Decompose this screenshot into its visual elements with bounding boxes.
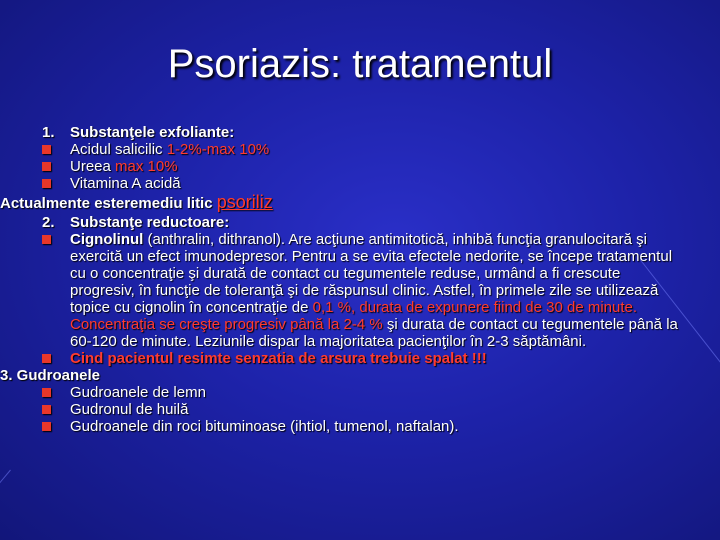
list-item	[42, 384, 682, 401]
bullet-square-icon	[42, 235, 51, 244]
paragraph-part: şi durata de contact cu tegumentele până la 60-120 de minute. Leziunile dispar la majoritatea pacienţilor în 2-3 săptămâni.	[70, 316, 678, 350]
item-highlight: max 10%	[115, 158, 178, 175]
paragraph-highlight: 0,1 %, durata de expunere fiind de 30 de minute. Concentraţia se creşte progresiv până la 2-4 %	[70, 299, 638, 333]
item-text: Acidul salicilic	[70, 141, 167, 158]
warning-item	[42, 350, 682, 367]
section-title: Substanţe reductoare:	[70, 214, 230, 231]
interlude-highlight: psoriliz	[216, 192, 273, 212]
section-title: Substanţele exfoliante:	[70, 124, 235, 141]
list-item	[42, 141, 682, 158]
slide-title: Psoriazis: tratamentul	[167, 42, 553, 86]
bullet-square-icon	[42, 179, 51, 188]
paragraph-lead: Cignolinul	[70, 231, 144, 248]
bullet-square-icon	[42, 388, 51, 397]
warning-text: Cind pacientul resimte senzatia de arsura trebuie spalat !!!	[70, 350, 487, 367]
section-number: 2.	[42, 214, 55, 231]
list-item	[42, 401, 682, 418]
interlude-line	[0, 194, 682, 212]
bullet-square-icon	[42, 145, 51, 154]
section-3-heading: 3. Gudroanele	[0, 367, 101, 384]
section-number: 1.	[42, 124, 55, 141]
section-2-heading	[42, 214, 682, 231]
bullet-square-icon	[42, 354, 51, 363]
paragraph-part: (anthralin, dithranol). Are acţiune antimitotică, inhibă funcţia granulocitară şi exercită un efect imunodepresor. Pentru a se evita efectele nedorite, se începe tratamentul cu o concentraţie şi durată de contact cu tegumentele reduse, urmând a fi crescute progresiv, în funcţie de toleranţă şi de răspunsul clinic. Astfel, în primele zile se utilizează topice cu cignolin în concentraţie de	[70, 231, 673, 316]
list-item	[42, 418, 682, 435]
section-1-heading	[42, 124, 682, 141]
list-item	[42, 175, 682, 192]
bullet-square-icon	[42, 405, 51, 414]
bullet-square-icon	[42, 422, 51, 431]
item-text: Gudroanele din roci bituminoase (ihtiol, tumenol, naftalan).	[70, 418, 459, 435]
interlude-text: Actualmente esteremediu litic	[0, 195, 217, 212]
item-text: Vitamina A acidă	[70, 175, 181, 192]
item-highlight: 1-2%-max 10%	[166, 141, 270, 158]
item-text: Gudronul de huilă	[70, 401, 189, 418]
paragraph-item	[42, 231, 682, 350]
bullet-square-icon	[42, 162, 51, 171]
item-text: Gudroanele de lemn	[70, 384, 206, 401]
list-item	[42, 158, 682, 175]
slide-body	[0, 124, 682, 435]
item-text: Ureea	[70, 158, 116, 175]
decorative-line	[0, 470, 11, 532]
paragraph-text	[42, 231, 682, 350]
